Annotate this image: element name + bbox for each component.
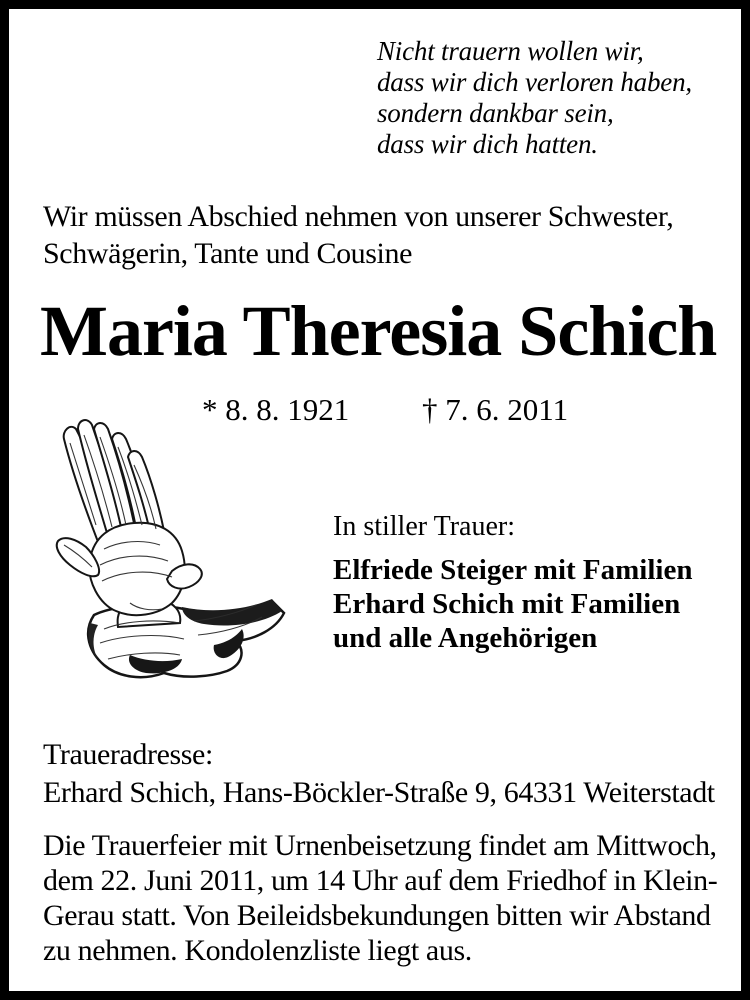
mourner-line: und alle Angehörigen — [333, 622, 598, 654]
mourners-block — [333, 510, 692, 655]
funeral-details-line: zu nehmen. Kondolenzliste liegt aus. — [43, 934, 472, 967]
praying-hands-icon — [33, 419, 295, 687]
mourning-address-block — [43, 736, 715, 812]
epigraph — [377, 36, 692, 160]
deceased-name: Maria Theresia Schich — [40, 291, 717, 371]
funeral-details-line: Gerau statt. Von Beileidsbekundungen bitten wir Abstand — [43, 899, 711, 932]
introduction-line: Wir müssen Abschied nehmen von unserer Schwester, — [43, 200, 674, 233]
mourning-label: In stiller Trauer: — [333, 511, 515, 542]
introduction-text — [43, 198, 673, 272]
epigraph-line: Nicht trauern wollen wir, — [377, 36, 644, 66]
funeral-details-line: dem 22. Juni 2011, um 14 Uhr auf dem Friedhof in Klein- — [43, 864, 718, 897]
mourning-address-value: Erhard Schich, Hans-Böckler-Straße 9, 64331 Weiterstadt — [43, 776, 715, 809]
funeral-details-line: Die Trauerfeier mit Urnenbeisetzung findet am Mittwoch, — [43, 829, 717, 862]
epigraph-line: dass wir dich hatten. — [377, 129, 598, 159]
mourner-line: Elfriede Steiger mit Familien — [333, 554, 693, 586]
death-date: † 7. 6. 2011 — [422, 392, 569, 427]
birth-date: * 8. 8. 1921 — [202, 392, 350, 427]
epigraph-line: dass wir dich verloren haben, — [377, 67, 692, 97]
introduction-line: Schwägerin, Tante und Cousine — [43, 237, 413, 270]
mourner-line: Erhard Schich mit Familien — [333, 588, 681, 620]
epigraph-line: sondern dankbar sein, — [377, 98, 614, 128]
mourning-address-label: Traueradresse: — [43, 738, 213, 771]
funeral-details — [43, 828, 717, 968]
